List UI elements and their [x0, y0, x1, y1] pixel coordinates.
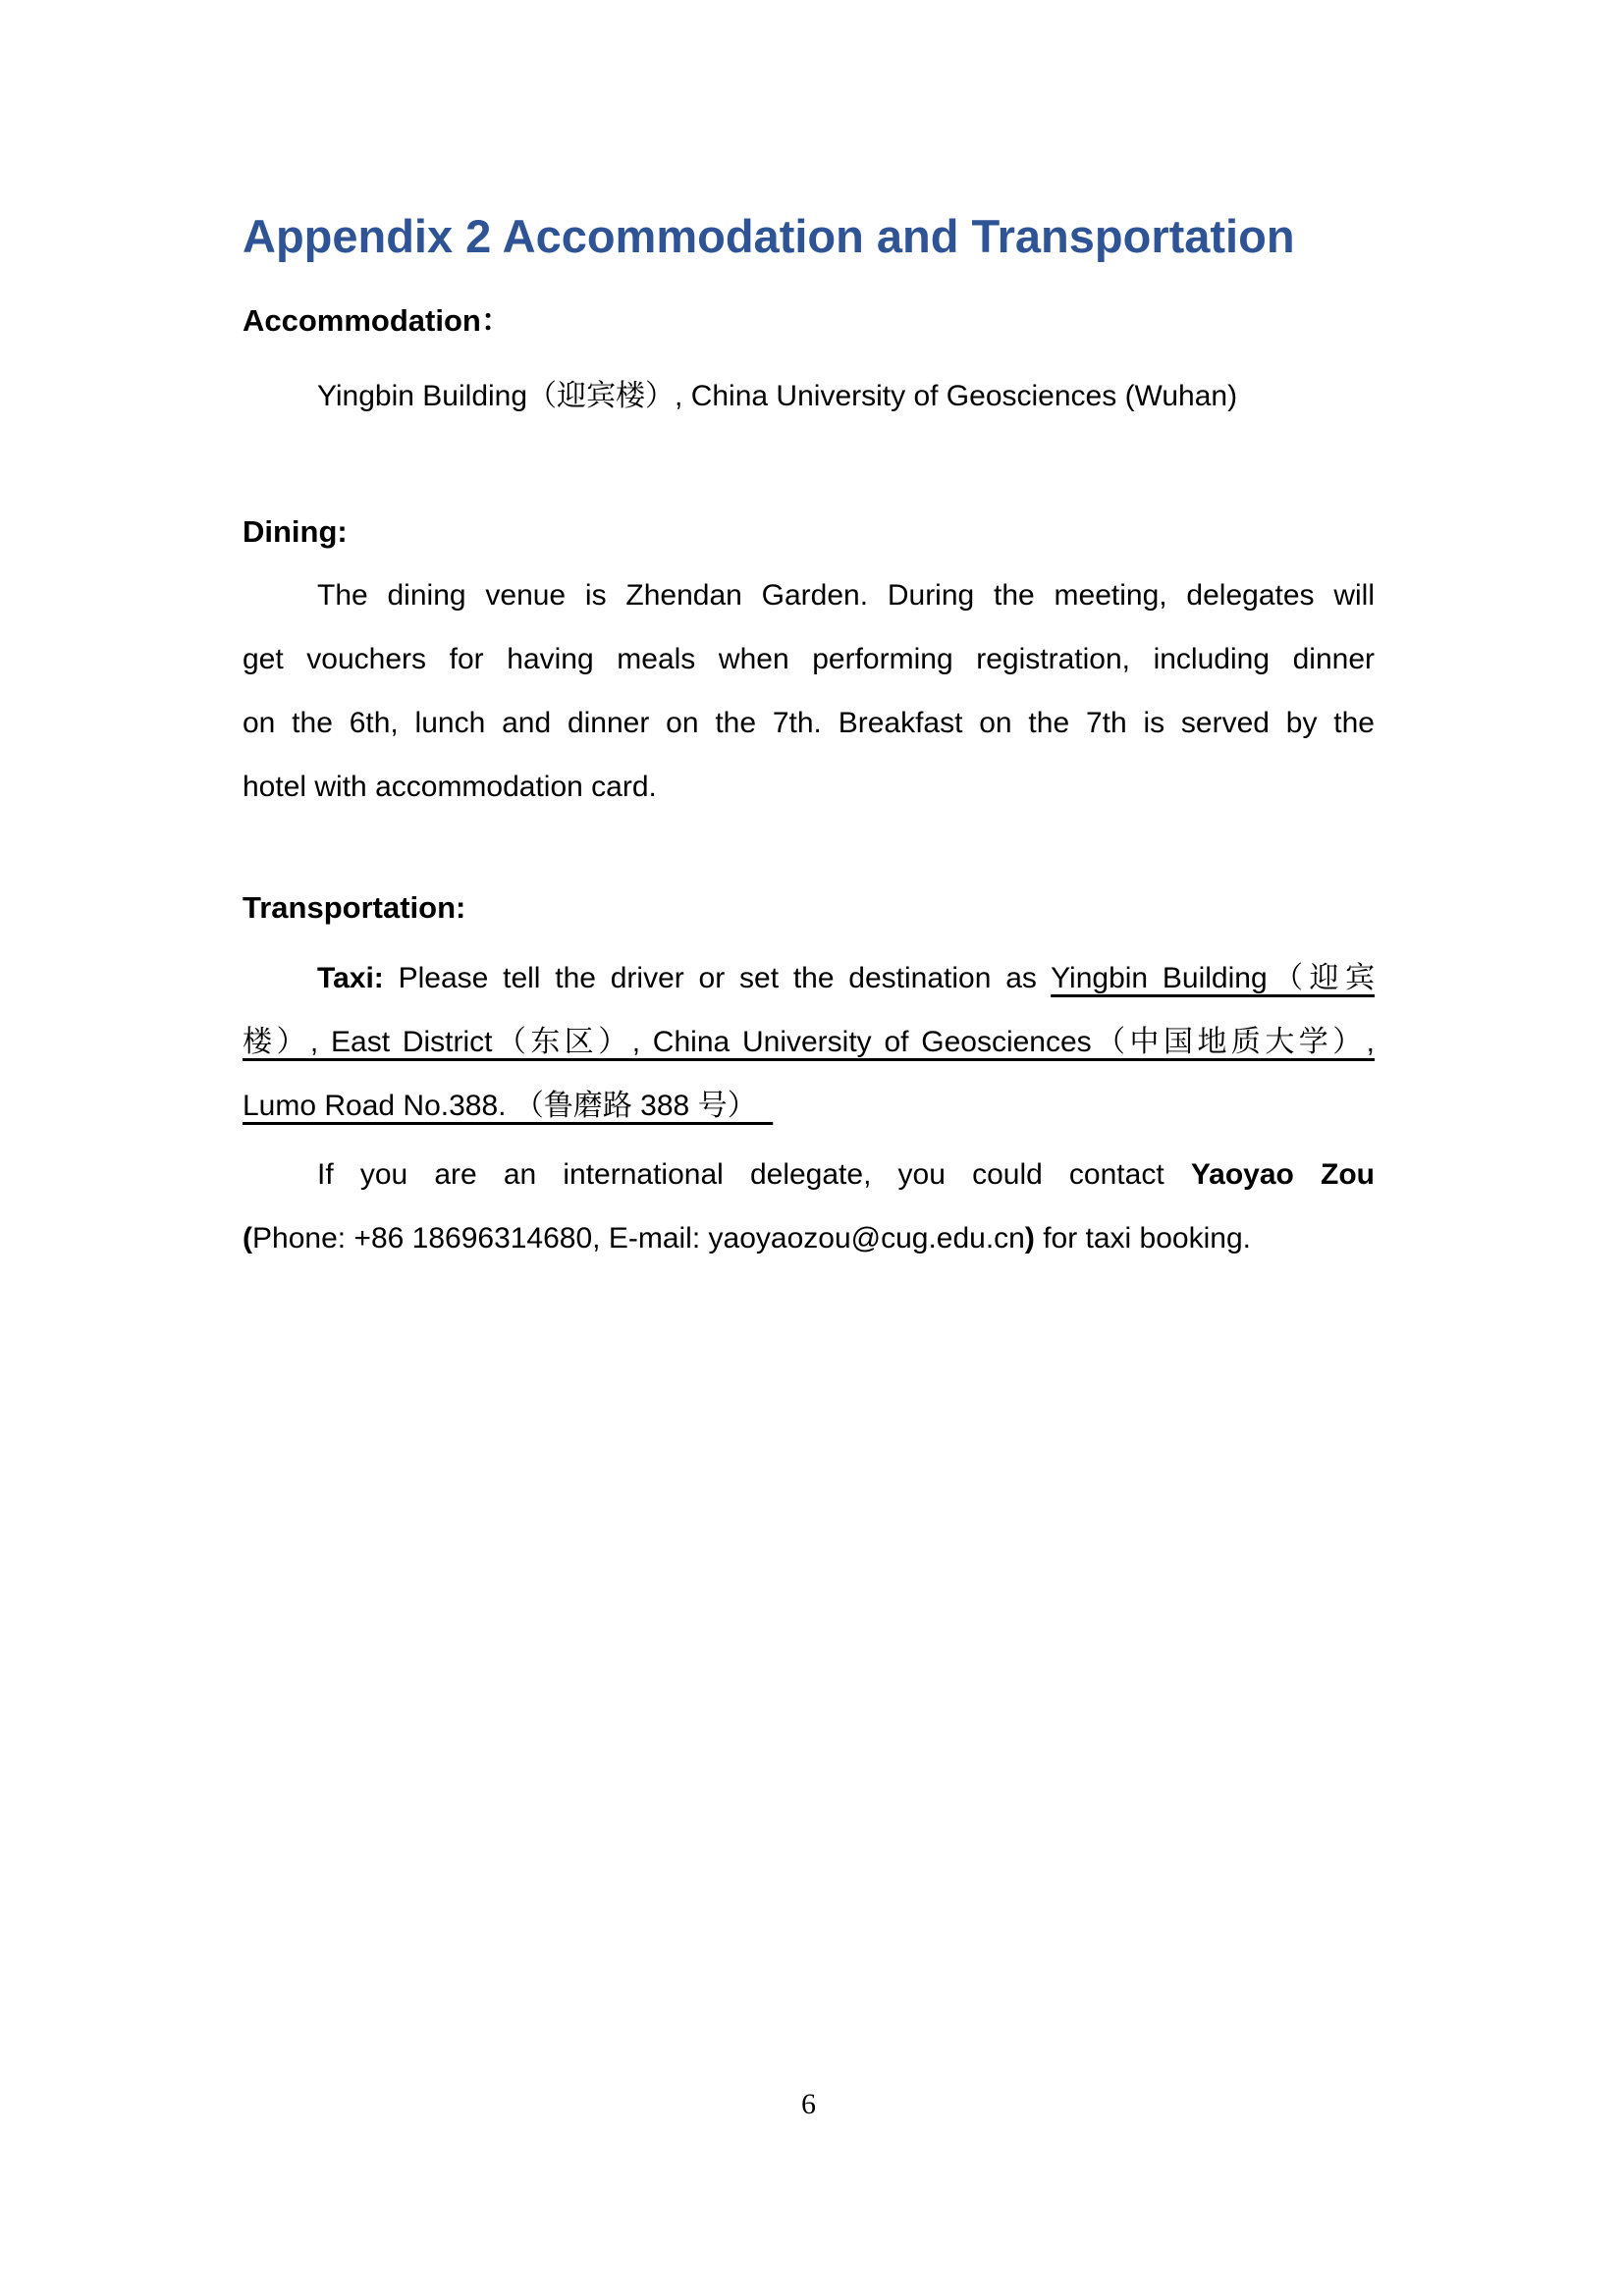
- text-line: [243, 946, 1375, 1010]
- text-segment: The dining venue is Zhendan Garden. During the meeting, delegates will: [317, 579, 1375, 612]
- text-line: [243, 627, 1375, 691]
- transportation-heading: Transportation:: [243, 890, 466, 925]
- document-title: Appendix 2 Accommodation and Transportation: [243, 210, 1295, 262]
- dining-heading: Dining:: [243, 514, 348, 549]
- text-segment: (: [243, 1222, 252, 1255]
- text-line: [243, 1206, 1375, 1270]
- text-line: [243, 563, 1375, 627]
- page-number: 6: [801, 2088, 816, 2120]
- text-segment: If you are an international delegate, you could contact: [317, 1158, 1191, 1191]
- taxi-contact-paragraph: [243, 1143, 1375, 1270]
- text-segment: get vouchers for having meals when performing registration, including dinner: [243, 643, 1375, 675]
- text-line: [243, 1074, 1375, 1138]
- text-segment: 楼）, East District（东区）, China University of Geosciences（中国地质大学）,: [243, 1026, 1375, 1058]
- text-line: [243, 1010, 1375, 1074]
- text-segment: on the 6th, lunch and dinner on the 7th. Breakfast on the 7th is served by the: [243, 707, 1375, 739]
- text-line: [243, 1143, 1375, 1206]
- text-segment: Phone: +86 18696314680, E-mail: yaoyaozou@cug.edu.cn: [252, 1222, 1025, 1255]
- text-segment: Yingbin Building（迎宾楼）, China University of Geosciences (Wuhan): [317, 380, 1238, 412]
- taxi-paragraph: [243, 946, 1375, 1138]
- text-segment: ): [1024, 1222, 1035, 1255]
- dining-paragraph: [243, 563, 1375, 819]
- text-segment: hotel with accommodation card.: [243, 771, 657, 803]
- text-line: [243, 755, 1375, 819]
- text-segment: Yaoyao Zou: [1190, 1158, 1375, 1191]
- text-segment: Please tell the driver or set the destination as: [383, 962, 1052, 994]
- text-segment: Yingbin Building（迎宾: [1051, 962, 1376, 994]
- accommodation-heading: Accommodation：: [243, 303, 512, 338]
- text-line: [243, 691, 1375, 755]
- accommodation-paragraph: [243, 364, 1375, 428]
- text-segment: Lumo Road No.388. （鲁磨路 388 号）: [243, 1090, 774, 1122]
- text-line: [243, 364, 1375, 428]
- text-segment: Taxi:: [317, 962, 384, 994]
- text-segment: for taxi booking.: [1034, 1222, 1251, 1255]
